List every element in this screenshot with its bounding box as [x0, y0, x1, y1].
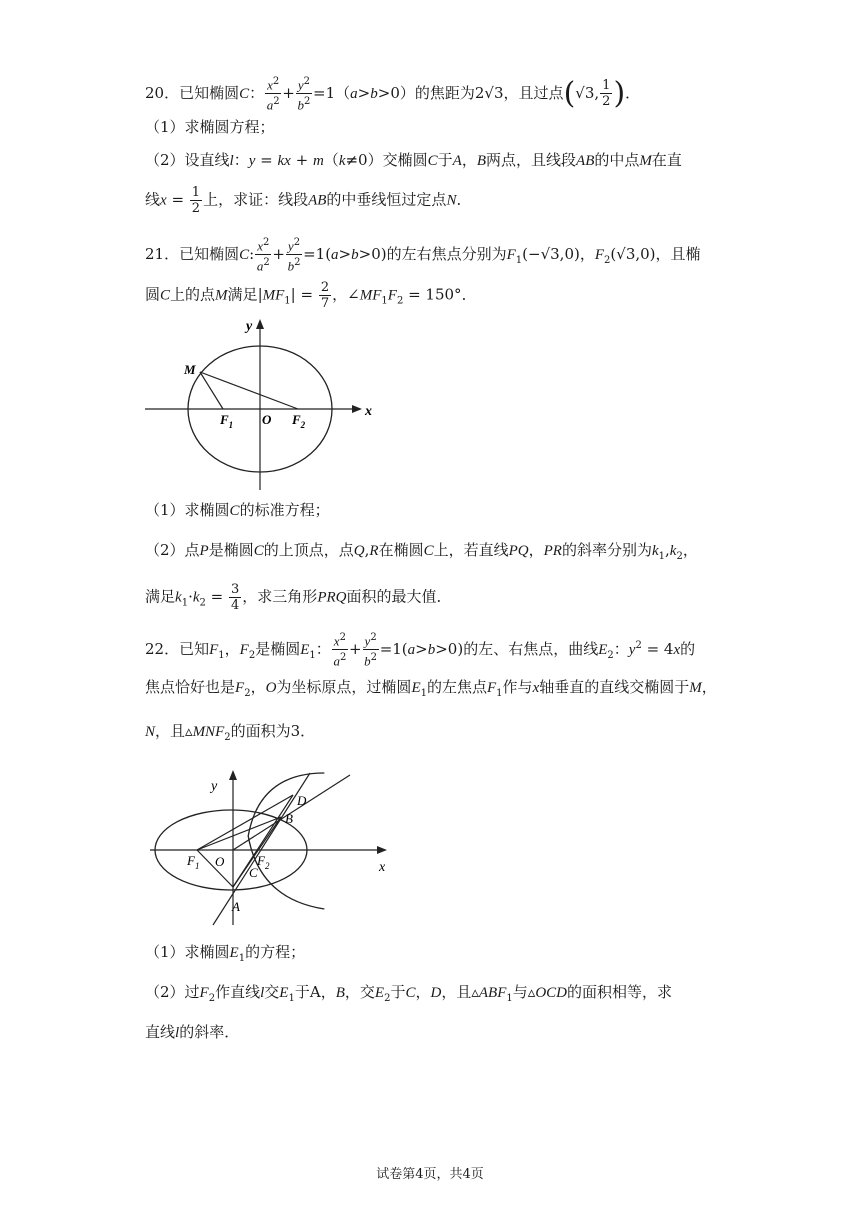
q21-fig-F1: $F_1$ [220, 412, 234, 430]
q20-sub2-line2: 线x = $\frac{1}{2}$ 上，求证：线段AB的中垂线恒过定点N． [145, 185, 472, 216]
q22-line3: N，且$▵MNF_2$的面积为3． [145, 722, 316, 743]
q21-line2: 圆C上的点M满足$|MF_1|$ = $\frac{2}{7}$ ，$\angle MF_1F_2 = 150^\circ$． [145, 280, 477, 311]
q22-line7: 直线l的斜率． [145, 1023, 240, 1041]
q21-fig-y: y [246, 319, 253, 334]
q22-fig-O: O [215, 854, 225, 869]
q22-fig-y: y [211, 779, 218, 794]
q22-fig-A: A [232, 899, 240, 914]
q22-fig-F2: $F_2$ [257, 853, 270, 871]
q22-line2: 焦点恰好也是$F_2$，O为坐标原点，过椭圆$E_1$的左焦点$F_1$作与x轴垂直的直线交椭圆于M， [145, 678, 717, 699]
q22-fig-F1: $F_1$ [187, 853, 200, 871]
q22-sub2: （2）过$F_2$作直线l交$E_1$于A，B，交$E_2$于C，D，且$▵ABF_1$与▵OCD的面积相等，求 [145, 983, 672, 1004]
q22-fig-D: D [297, 793, 307, 808]
page-footer: 试卷第4页，共4页 [376, 1167, 484, 1182]
q21-line5: 满足$k_1\cdot k_2$ = $\frac{3}{4}$ ，求三角形PRQ面积的最大值． [145, 582, 452, 613]
q20-line1: 20．已知椭圆C： $\frac{x^2}{a^2}$ + $\frac{y^2}{b^2}$ =1（a>b>0）的焦距为2√3，且过点(√3, $\frac{1}{2}$ )． [145, 75, 641, 113]
q21-fig-M: M [184, 362, 196, 377]
q22-fig-x: x [379, 860, 386, 875]
q21-fig-O: O [262, 412, 272, 427]
q21-sub2: （2）点P是椭圆C的上顶点，点Q,R在椭圆C上，若直线PQ，PR的斜率分别为$k_1,k_2$， [145, 541, 698, 562]
q22-figure [145, 765, 405, 930]
q22-fig-C: C [249, 865, 258, 880]
q22-line1: 22．已知$F_1$，$F_2$是椭圆$E_1$： $\frac{x^2}{a^2}$ + $\frac{y^2}{b^2}$ =1(a>b>0)的左、右焦点，曲线$E_2$：$y^2 = 4x$的 [145, 632, 696, 669]
q21-fig-F2: $F_2$ [292, 412, 306, 430]
q22-fig-B: B [285, 811, 293, 826]
q21-fig-x: x [365, 404, 372, 419]
q20-sub2-line1: （2）设直线l：y = kx + m（k≠0）交椭圆C于A，B两点，且线段AB的中点M在直 [145, 151, 682, 169]
q21-line1: 21．已知椭圆C: $\frac{x^2}{a^2}$ + $\frac{y^2}{b^2}$ =1(a>b>0)的左右焦点分别为$F_1(-√3,0)$，$F_2(√3,0)$，且椭 [145, 237, 701, 274]
q21-figure [140, 315, 380, 495]
q20-sub1: （1）求椭圆方程； [145, 118, 275, 136]
q22-sub1: （1）求椭圆$E_1$的方程； [145, 943, 306, 964]
q21-sub1: （1）求椭圆C的标准方程； [145, 501, 330, 519]
